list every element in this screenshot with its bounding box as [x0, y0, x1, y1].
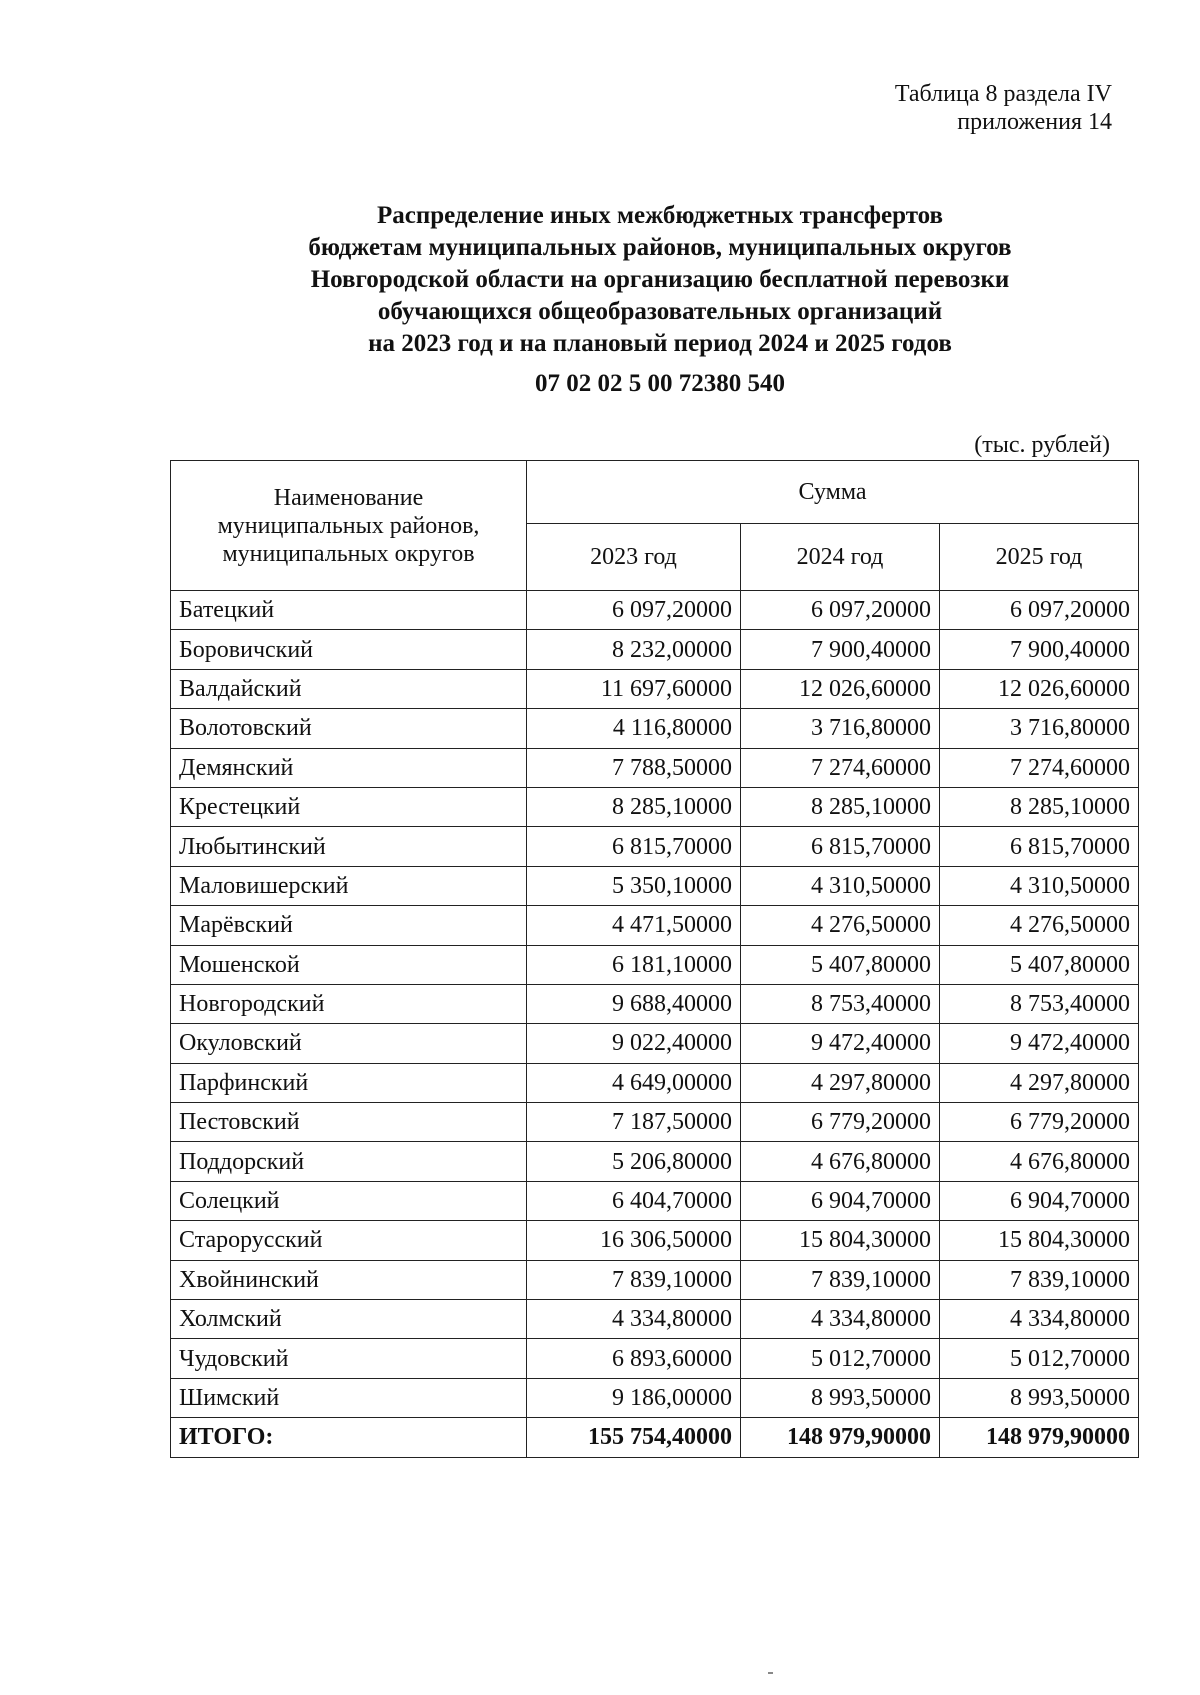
- value-2024: 4 297,80000: [741, 1063, 940, 1102]
- title-line-4: обучающихся общеобразовательных организаций: [377, 298, 943, 325]
- value-2024: 8 993,50000: [741, 1378, 940, 1417]
- value-2023: 6 404,70000: [527, 1181, 741, 1220]
- value-2023: 9 186,00000: [527, 1378, 741, 1417]
- value-2025: 7 274,60000: [940, 748, 1139, 787]
- value-2024: 15 804,30000: [741, 1221, 940, 1260]
- value-2023: 4 649,00000: [527, 1063, 741, 1102]
- value-2023: 8 285,10000: [527, 787, 741, 826]
- table-row: [171, 1063, 1139, 1102]
- table-row: [171, 1300, 1139, 1339]
- value-2025: 6 815,70000: [940, 827, 1139, 866]
- value-2025: 5 012,70000: [940, 1339, 1139, 1378]
- table-row: [171, 1181, 1139, 1220]
- value-2025: 4 334,80000: [940, 1300, 1139, 1339]
- district-name: Крестецкий: [171, 787, 527, 826]
- column-header-2024: 2024 год: [741, 524, 940, 591]
- value-2024: 4 676,80000: [741, 1142, 940, 1181]
- district-name: Маловишерский: [171, 866, 527, 905]
- scan-speck: [768, 1672, 773, 1674]
- column-header-2025: 2025 год: [940, 524, 1139, 591]
- value-2023: 4 116,80000: [527, 709, 741, 748]
- value-2025: 4 310,50000: [940, 866, 1139, 905]
- title-line-1: Распределение иных межбюджетных трансфертов: [376, 202, 944, 229]
- value-2024: 5 012,70000: [741, 1339, 940, 1378]
- value-2023: 5 350,10000: [527, 866, 741, 905]
- total-2024: 148 979,90000: [741, 1418, 940, 1457]
- total-row: [171, 1418, 1139, 1457]
- district-name: Демянский: [171, 748, 527, 787]
- district-name: Старорусский: [171, 1221, 527, 1260]
- title-line-3: Новгородской области на организацию бесплатной перевозки: [310, 266, 1010, 293]
- district-name: Боровичский: [171, 630, 527, 669]
- table-row: [171, 1024, 1139, 1063]
- total-2025: 148 979,90000: [940, 1418, 1139, 1457]
- value-2024: 5 407,80000: [741, 945, 940, 984]
- district-name: Марёвский: [171, 906, 527, 945]
- value-2025: 4 297,80000: [940, 1063, 1139, 1102]
- table-row: [171, 630, 1139, 669]
- value-2024: 6 815,70000: [741, 827, 940, 866]
- value-2025: 6 904,70000: [940, 1181, 1139, 1220]
- district-name: Новгородский: [171, 984, 527, 1023]
- value-2023: 7 839,10000: [527, 1260, 741, 1299]
- table-row: [171, 1142, 1139, 1181]
- table-row: [171, 1260, 1139, 1299]
- column-header-name-line-3: муниципальных округов: [222, 540, 475, 567]
- table-row: [171, 669, 1139, 708]
- total-2023: 155 754,40000: [527, 1418, 741, 1457]
- value-2023: 8 232,00000: [527, 630, 741, 669]
- table-row: [171, 1339, 1139, 1378]
- table-row: [171, 984, 1139, 1023]
- value-2023: 6 181,10000: [527, 945, 741, 984]
- value-2024: 8 753,40000: [741, 984, 940, 1023]
- value-2024: 6 904,70000: [741, 1181, 940, 1220]
- value-2025: 4 276,50000: [940, 906, 1139, 945]
- district-name: Парфинский: [171, 1063, 527, 1102]
- value-2024: 6 779,20000: [741, 1103, 940, 1142]
- value-2023: 7 788,50000: [527, 748, 741, 787]
- value-2024: 7 900,40000: [741, 630, 940, 669]
- value-2023: 9 022,40000: [527, 1024, 741, 1063]
- value-2025: 3 716,80000: [940, 709, 1139, 748]
- table-row: [171, 1221, 1139, 1260]
- district-name: Мошенской: [171, 945, 527, 984]
- value-2025: 12 026,60000: [940, 669, 1139, 708]
- value-2023: 6 893,60000: [527, 1339, 741, 1378]
- value-2025: 15 804,30000: [940, 1221, 1139, 1260]
- district-name: Окуловский: [171, 1024, 527, 1063]
- table-row: [171, 827, 1139, 866]
- column-header-name: [171, 461, 527, 591]
- district-name: Любытинский: [171, 827, 527, 866]
- value-2025: 8 993,50000: [940, 1378, 1139, 1417]
- reference-line-table: Таблица 8 раздела IV: [894, 81, 1112, 107]
- value-2024: 9 472,40000: [741, 1024, 940, 1063]
- value-2024: 12 026,60000: [741, 669, 940, 708]
- value-2025: 7 900,40000: [940, 630, 1139, 669]
- value-2024: 4 310,50000: [741, 866, 940, 905]
- value-2025: 8 753,40000: [940, 984, 1139, 1023]
- district-name: Волотовский: [171, 709, 527, 748]
- column-header-name-line-1: Наименование: [273, 484, 424, 511]
- transfers-table: [170, 460, 1139, 1458]
- district-name: Батецкий: [171, 591, 527, 630]
- value-2025: 7 839,10000: [940, 1260, 1139, 1299]
- value-2024: 4 276,50000: [741, 906, 940, 945]
- table-row: [171, 787, 1139, 826]
- value-2023: 6 097,20000: [527, 591, 741, 630]
- value-2023: 5 206,80000: [527, 1142, 741, 1181]
- value-2024: 7 839,10000: [741, 1260, 940, 1299]
- value-2023: 9 688,40000: [527, 984, 741, 1023]
- value-2023: 16 306,50000: [527, 1221, 741, 1260]
- value-2024: 3 716,80000: [741, 709, 940, 748]
- district-name: Хвойнинский: [171, 1260, 527, 1299]
- value-2024: 4 334,80000: [741, 1300, 940, 1339]
- table-row: [171, 591, 1139, 630]
- district-name: Холмский: [171, 1300, 527, 1339]
- document-title: [170, 200, 1150, 360]
- column-header-name-line-2: муниципальных районов,: [217, 512, 480, 539]
- value-2025: 9 472,40000: [940, 1024, 1139, 1063]
- table-row: [171, 906, 1139, 945]
- value-2023: 4 471,50000: [527, 906, 741, 945]
- value-2025: 6 097,20000: [940, 591, 1139, 630]
- district-name: Поддорский: [171, 1142, 527, 1181]
- district-name: Пестовский: [171, 1103, 527, 1142]
- units-label: (тыс. рублей): [974, 432, 1110, 458]
- value-2024: 6 097,20000: [741, 591, 940, 630]
- value-2025: 8 285,10000: [940, 787, 1139, 826]
- title-line-2: бюджетам муниципальных районов, муниципальных округов: [308, 234, 1012, 261]
- total-label: ИТОГО:: [171, 1418, 527, 1457]
- district-name: Валдайский: [171, 669, 527, 708]
- value-2025: 6 779,20000: [940, 1103, 1139, 1142]
- value-2024: 8 285,10000: [741, 787, 940, 826]
- value-2025: 5 407,80000: [940, 945, 1139, 984]
- value-2023: 11 697,60000: [527, 669, 741, 708]
- table-row: [171, 748, 1139, 787]
- value-2023: 4 334,80000: [527, 1300, 741, 1339]
- value-2025: 4 676,80000: [940, 1142, 1139, 1181]
- budget-classification-code: 07 02 02 5 00 72380 540: [535, 370, 785, 397]
- value-2024: 7 274,60000: [741, 748, 940, 787]
- column-header-2023: 2023 год: [527, 524, 741, 591]
- reference-line-appendix: приложения 14: [957, 109, 1112, 135]
- district-name: Чудовский: [171, 1339, 527, 1378]
- table-row: [171, 866, 1139, 905]
- table-row: [171, 945, 1139, 984]
- value-2023: 6 815,70000: [527, 827, 741, 866]
- district-name: Шимский: [171, 1378, 527, 1417]
- table-row: [171, 709, 1139, 748]
- value-2023: 7 187,50000: [527, 1103, 741, 1142]
- table-row: [171, 1103, 1139, 1142]
- title-line-5: на 2023 год и на плановый период 2024 и 2025 годов: [368, 330, 952, 357]
- district-name: Солецкий: [171, 1181, 527, 1220]
- document-reference: [895, 80, 1112, 136]
- column-header-sum: Сумма: [527, 461, 1139, 524]
- table-body: [171, 591, 1139, 1418]
- table-row: [171, 1378, 1139, 1417]
